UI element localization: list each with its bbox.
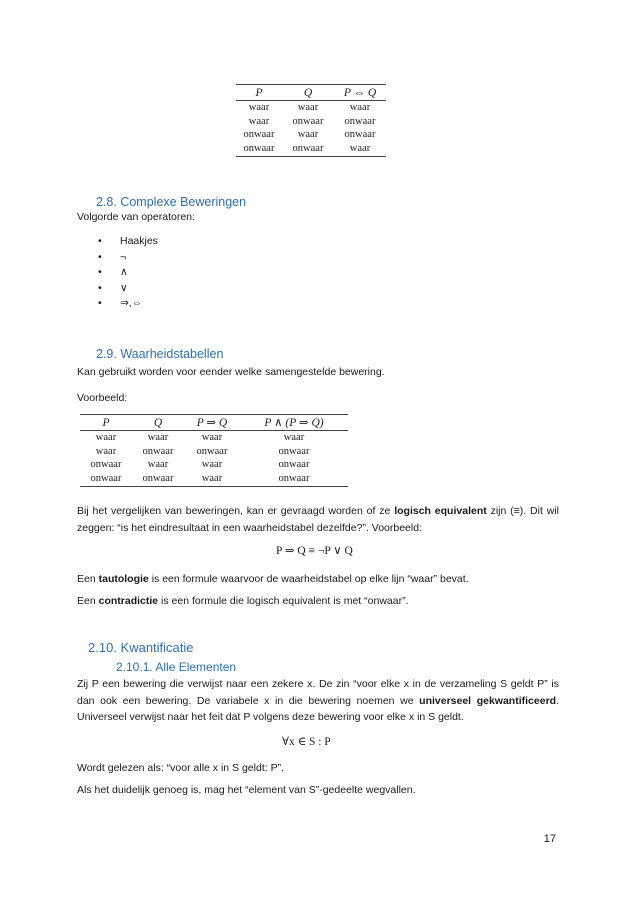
list-item xyxy=(98,250,158,266)
table-cell: waar xyxy=(95,432,117,443)
equiv-term: logisch equivalent xyxy=(394,505,487,517)
list-item-text: ∨ xyxy=(120,281,128,294)
equiv-text-pre: Bij het vergelijken van beweringen, kan er gevraagd worden of ze xyxy=(77,505,395,517)
table-cell: onwaar xyxy=(282,142,334,157)
table-cell: onwaar xyxy=(278,445,310,457)
list-item-text: ¬ xyxy=(120,250,127,263)
table-row xyxy=(80,445,348,459)
truth-table-example xyxy=(80,414,348,487)
table-cell: onwaar xyxy=(243,129,275,140)
page-number: 17 xyxy=(543,833,556,845)
section-heading-2-9: 2.9. Waarheidstabellen xyxy=(96,347,224,361)
table-cell: waar xyxy=(95,445,117,457)
table-cell: waar xyxy=(201,432,223,443)
list-item xyxy=(98,265,158,281)
list-item xyxy=(98,234,158,250)
table-cell: waar xyxy=(248,115,270,127)
equiv-text-post: zijn (≡). Dit wil zeggen: “is het eindresultaat in een waarheidstabel dezelfde?”. Voorbeeld: xyxy=(77,505,559,534)
table-cell: onwaar xyxy=(344,115,376,127)
equivalence-formula: P ⇒ Q ≡ ¬P ∨ Q xyxy=(276,545,353,557)
table-body xyxy=(236,101,386,157)
table-row xyxy=(236,142,386,157)
quant-text-post: . Universeel verwijst naar het feit dat P volgens deze bewering voor elke x in S geldt. xyxy=(77,694,559,723)
bullet-glyph: • xyxy=(98,281,102,294)
bullet-glyph: • xyxy=(98,250,102,263)
quantification-paragraph xyxy=(77,676,559,726)
column-header: P xyxy=(236,85,282,101)
table-header-row xyxy=(236,85,386,101)
table-cell: waar xyxy=(349,102,371,113)
table-row xyxy=(80,472,348,487)
tautology-definition xyxy=(77,571,469,588)
contradiction-term: contradictie xyxy=(98,595,159,607)
section-heading-2-8: 2.8. Complexe Beweringen xyxy=(96,195,247,209)
bullet-glyph: • xyxy=(98,235,102,247)
table-cell: waar xyxy=(283,432,305,443)
example-label: Voorbeeld: xyxy=(77,392,128,404)
column-header: Q xyxy=(132,415,184,431)
taut-text-post: is een formule waarvoor de waarheidstabel op elke lijn “waar” bevat. xyxy=(148,573,469,585)
universal-term: universeel gekwantificeerd xyxy=(419,694,557,707)
table-cell: waar xyxy=(297,129,319,140)
column-header: P ∧ (P ⇒ Q) xyxy=(240,415,348,431)
list-item-text: ⇒,⇔ xyxy=(120,297,143,309)
bullet-glyph: • xyxy=(98,266,102,278)
read-as-sentence: Wordt gelezen als: “voor alle x in S geldt: P”. xyxy=(77,762,284,774)
table-row xyxy=(80,458,348,472)
table-row xyxy=(80,431,348,445)
subsection-heading-2-10-1: 2.10.1. Alle Elementen xyxy=(116,660,237,674)
table-cell: onwaar xyxy=(278,459,310,470)
list-item xyxy=(98,281,158,297)
table-row xyxy=(236,115,386,129)
table-cell: waar xyxy=(297,102,319,113)
quant-text-pre: Zij P een bewering die verwijst naar een zekere x. De zin “voor elke x in de verzameling S geldt P” is dan ook een bewering. De variabele x in die bewering noemen we xyxy=(77,678,559,707)
omit-sentence: Als het duidelijk genoeg is, mag het “element van S”-gedeelte wegvallen. xyxy=(77,784,416,796)
operator-order-intro: Volgorde van operatoren: xyxy=(77,211,195,223)
column-header: P xyxy=(80,415,132,431)
table-cell: waar xyxy=(334,142,386,157)
universal-formula: ∀x ∈ S : P xyxy=(282,736,331,748)
table-cell: onwaar xyxy=(236,142,282,157)
table-cell: onwaar xyxy=(132,472,184,487)
table-cell: onwaar xyxy=(292,115,324,127)
table-header-row xyxy=(80,415,348,431)
table-cell: onwaar xyxy=(90,459,122,470)
contradiction-definition xyxy=(77,593,409,610)
tautology-term: tautologie xyxy=(98,573,149,585)
list-item xyxy=(98,296,158,312)
table-cell: onwaar xyxy=(240,472,348,487)
table-cell: waar xyxy=(248,102,270,113)
table-cell: waar xyxy=(147,432,169,443)
column-header: P ⇔ Q xyxy=(334,85,386,101)
section-heading-2-10: 2.10. Kwantificatie xyxy=(88,640,194,655)
table-cell: onwaar xyxy=(142,445,174,457)
column-header: P ⇒ Q xyxy=(184,415,240,431)
table-cell: waar xyxy=(184,472,240,487)
table-row xyxy=(236,128,386,142)
table-cell: onwaar xyxy=(344,129,376,140)
taut-text-pre: Een xyxy=(77,573,99,585)
table-cell: waar xyxy=(201,459,223,470)
truth-table-intro: Kan gebruikt worden voor eender welke samengestelde bewering. xyxy=(77,366,385,378)
truth-table-biconditional xyxy=(236,84,386,157)
list-item-text: ∧ xyxy=(120,266,128,278)
bullet-glyph: • xyxy=(98,297,102,309)
table-cell: onwaar xyxy=(196,445,228,457)
table-row xyxy=(236,101,386,115)
operator-list xyxy=(98,234,158,312)
table-cell: onwaar xyxy=(80,472,132,487)
column-header: Q xyxy=(282,85,334,101)
contr-text-pre: Een xyxy=(77,595,99,607)
list-item-text: Haakjes xyxy=(120,235,158,247)
table-body xyxy=(80,431,348,487)
logical-equivalence-paragraph xyxy=(77,503,559,536)
contr-text-post: is een formule die logisch equivalent is met “onwaar”. xyxy=(158,595,409,607)
table-cell: waar xyxy=(147,459,169,470)
